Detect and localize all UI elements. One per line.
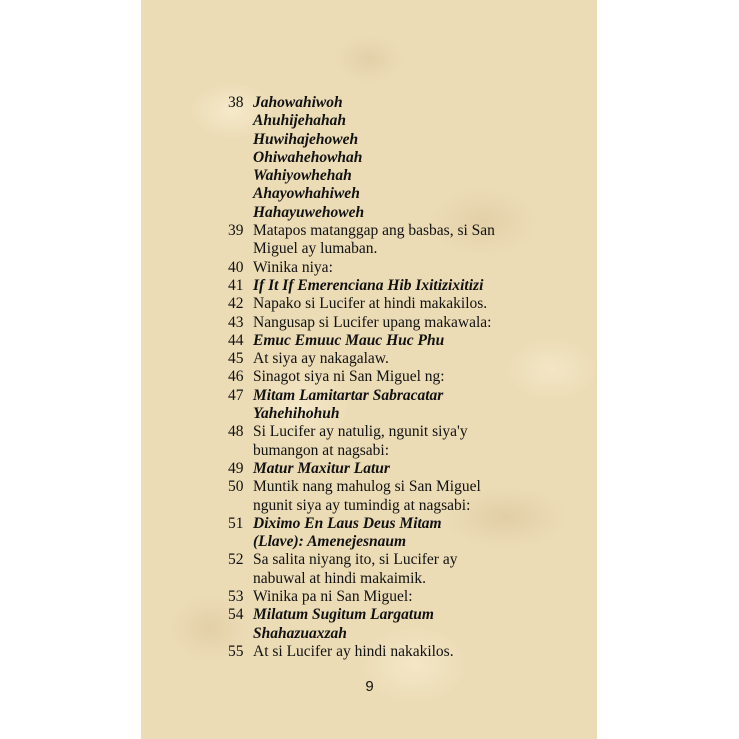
verse-text: Si Lucifer ay natulig, ngunit siya'y — [253, 423, 468, 441]
verse-text: Emuc Emuuc Mauc Huc Phu — [253, 331, 445, 349]
verse-text: Ahayowhahiweh — [253, 185, 360, 203]
verse-text: Sinagot siya ni San Miguel ng: — [253, 368, 445, 386]
verse-number: 44 — [228, 331, 244, 349]
verse-continuation-line — [228, 204, 495, 222]
verse-continuation-line — [228, 185, 495, 203]
verse-continuation-line — [228, 497, 495, 515]
verse-text: Diximo En Laus Deus Mitam — [253, 514, 442, 532]
verse-line — [228, 259, 495, 277]
verse-continuation-line — [228, 131, 495, 149]
verse-text: Nangusap si Lucifer upang makawala: — [253, 313, 492, 331]
verse-line — [228, 314, 495, 332]
verse-text: Jahowahiwoh — [253, 94, 343, 111]
verse-line — [228, 295, 495, 313]
verse-number: 55 — [228, 642, 244, 660]
verse-text: Matur Maxitur Latur — [253, 459, 390, 477]
verse-number: 46 — [228, 368, 244, 386]
verse-number — [228, 405, 253, 423]
verse-list — [228, 94, 495, 661]
verse-line — [228, 368, 495, 386]
verse-continuation-line — [228, 405, 495, 423]
verse-text: Matapos matanggap ang basbas, si San — [253, 222, 495, 240]
verse-number: 43 — [228, 313, 244, 331]
verse-number: 53 — [228, 588, 244, 606]
verse-line — [228, 423, 495, 441]
verse-line — [228, 515, 495, 533]
verse-number: 39 — [228, 222, 244, 240]
verse-number: 54 — [228, 606, 244, 624]
verse-number — [228, 149, 253, 167]
verse-continuation-line — [228, 149, 495, 167]
verse-text: Winika pa ni San Miguel: — [253, 588, 413, 606]
verse-text: bumangon at nagsabi: — [253, 441, 390, 459]
verse-continuation-line — [228, 625, 495, 643]
verse-number — [228, 204, 253, 222]
verse-text: nabuwal at hindi makaimik. — [253, 569, 427, 587]
verse-text: (Llave): Amenejesnaum — [253, 533, 407, 551]
verse-line — [228, 94, 495, 112]
verse-number — [228, 131, 253, 149]
verse-continuation-line — [228, 533, 495, 551]
verse-number — [228, 497, 253, 515]
verse-text: Ahuhijehahah — [253, 112, 347, 130]
verse-number: 40 — [228, 258, 244, 276]
verse-line — [228, 460, 495, 478]
verse-line — [228, 277, 495, 295]
verse-line — [228, 588, 495, 606]
verse-number: 45 — [228, 350, 244, 368]
verse-number — [228, 167, 253, 185]
verse-number: 50 — [228, 478, 244, 496]
verse-text: Ohiwahehowhah — [253, 148, 363, 166]
verse-number — [228, 570, 253, 588]
verse-text: Huwihajehoweh — [253, 130, 359, 148]
verse-continuation-line — [228, 167, 495, 185]
verse-text: Yahehihohuh — [253, 405, 340, 423]
verse-text: ngunit siya ay tumindig at nagsabi: — [253, 496, 471, 514]
page-number: 9 — [365, 678, 374, 695]
verse-continuation-line — [228, 112, 495, 130]
verse-number — [228, 442, 253, 460]
verse-number: 51 — [228, 514, 244, 532]
verse-number: 42 — [228, 295, 244, 313]
verse-line — [228, 350, 495, 368]
verse-number — [228, 240, 253, 258]
verse-text: Winika niya: — [253, 258, 333, 276]
verse-number: 48 — [228, 423, 244, 441]
verse-number: 49 — [228, 459, 244, 477]
verse-number — [228, 625, 253, 643]
verse-number: 38 — [228, 94, 244, 111]
verse-line — [228, 387, 495, 405]
verse-line — [228, 551, 495, 569]
verse-text: Miguel ay lumaban. — [253, 240, 378, 258]
verse-text: Muntik nang mahulog si San Miguel — [253, 478, 481, 496]
verse-text: Sa salita niyang ito, si Lucifer ay — [253, 551, 458, 569]
verse-number — [228, 112, 253, 130]
verse-number — [228, 533, 253, 551]
verse-text: At siya ay nakagalaw. — [253, 350, 389, 368]
verse-line — [228, 643, 495, 661]
verse-text: Milatum Sugitum Largatum — [253, 606, 434, 624]
verse-text: Napako si Lucifer at hindi makakilos. — [253, 295, 488, 313]
verse-number — [228, 185, 253, 203]
verse-text: If It If Emerenciana Hib Ixitizixitizi — [253, 276, 484, 294]
verse-continuation-line — [228, 570, 495, 588]
verse-text: At si Lucifer ay hindi nakakilos. — [253, 642, 454, 660]
verse-text: Wahiyowhehah — [253, 167, 352, 185]
verse-line — [228, 222, 495, 240]
verse-text: Shahazuaxzah — [253, 624, 347, 642]
verse-continuation-line — [228, 240, 495, 258]
verse-text: Hahayuwehoweh — [253, 203, 365, 221]
verse-line — [228, 478, 495, 496]
verse-number: 52 — [228, 551, 244, 569]
verse-line — [228, 332, 495, 350]
verse-text: Mitam Lamitartar Sabracatar — [253, 386, 444, 404]
verse-number: 41 — [228, 276, 244, 294]
verse-continuation-line — [228, 442, 495, 460]
verse-line — [228, 606, 495, 624]
verse-number: 47 — [228, 386, 244, 404]
